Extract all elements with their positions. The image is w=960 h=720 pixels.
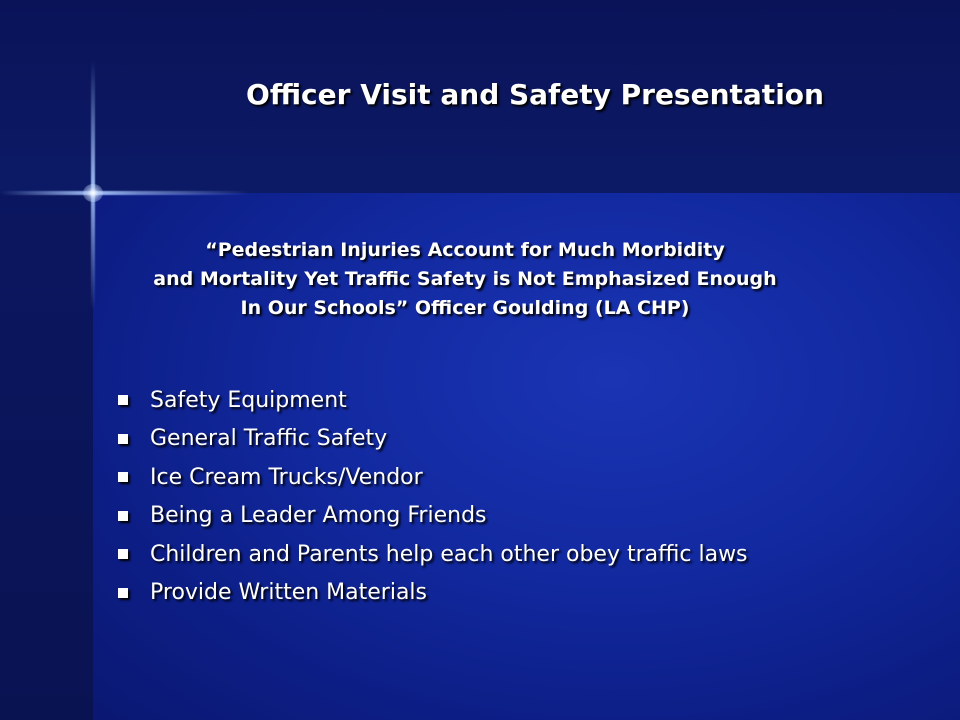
bullet-item: [118, 420, 748, 459]
bullet-item: [118, 535, 748, 574]
bullet-item: [118, 574, 748, 613]
square-bullet-icon: [118, 511, 128, 521]
bullet-text: Being a Leader Among Friends: [150, 503, 487, 529]
bullet-text: Provide Written Materials: [150, 580, 428, 606]
square-bullet-icon: [118, 549, 128, 559]
slide-title: Officer Visit and Safety Presentation: [246, 78, 824, 111]
bullet-list: [118, 381, 748, 612]
bullet-text: Ice Cream Trucks/Vendor: [150, 464, 423, 490]
bullet-text: Children and Parents help each other obey traffic laws: [150, 541, 748, 567]
star-glint-icon: [83, 184, 103, 202]
bullet-item: [118, 381, 748, 420]
square-bullet-icon: [118, 395, 128, 405]
square-bullet-icon: [118, 434, 128, 444]
star-glint-horizontal: [0, 191, 250, 195]
square-bullet-icon: [118, 472, 128, 482]
bullet-text: Safety Equipment: [150, 387, 347, 413]
quote-line: In Our Schools” Officer Goulding (LA CHP): [240, 297, 690, 319]
quote-line: “Pedestrian Injuries Account for Much Morbidity: [205, 239, 725, 261]
square-bullet-icon: [118, 588, 128, 598]
bullet-item: [118, 458, 748, 497]
quote-block: [90, 236, 840, 323]
bullet-item: [118, 497, 748, 536]
quote-line: and Mortality Yet Traffic Safety is Not Emphasized Enough: [153, 268, 777, 290]
left-band: [0, 193, 93, 720]
bullet-text: General Traffic Safety: [150, 426, 388, 452]
